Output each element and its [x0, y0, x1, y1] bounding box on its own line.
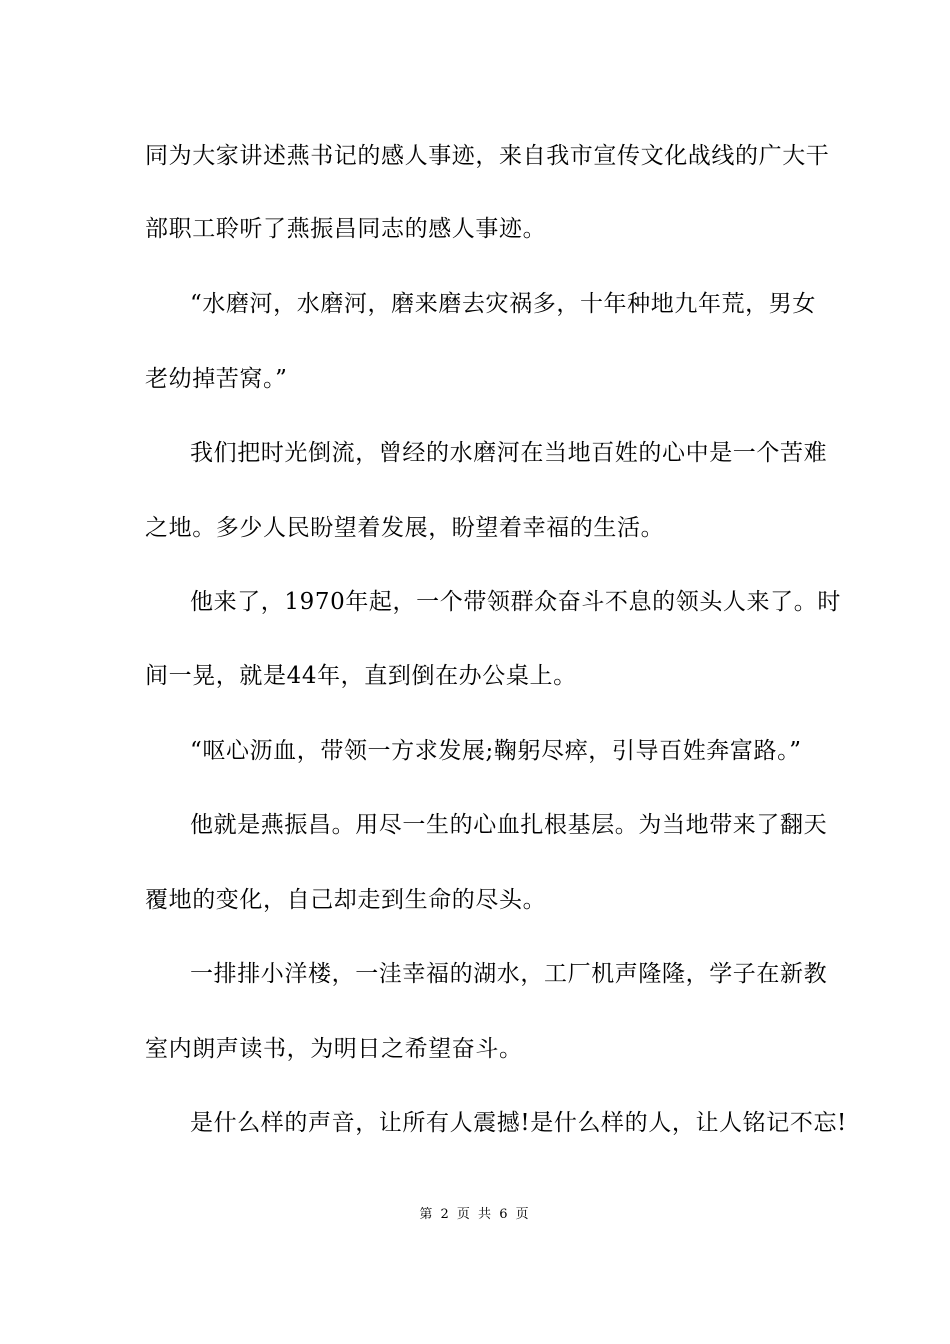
paragraph-line: 覆地的变化，自己却走到生命的尽头。 — [145, 887, 547, 913]
paragraph-line: 部职工聆听了燕振昌同志的感人事迹。 — [145, 216, 547, 242]
paragraph-line: 我们把时光倒流，曾经的水磨河在当地百姓的心中是一个苦难 — [190, 440, 828, 466]
paragraph-line: 室内朗声读书，为明日之希望奋斗。 — [145, 1036, 523, 1062]
paragraph-line: 他来了，1970年起，一个带领群众奋斗不息的领头人来了。时 — [190, 589, 841, 615]
paragraph-line: 是什么样的声音，让所有人震撼!是什么样的人，让人铭记不忘! — [190, 1110, 847, 1136]
page-number-label: 第 2 页 共 6 页 — [419, 1207, 531, 1222]
paragraph-line: “呕心沥血，带领一方求发展;鞠躬尽瘁，引导百姓奔富路。” — [190, 738, 802, 764]
page-number-footer — [0, 1207, 950, 1223]
paragraph-line: 一排排小洋楼，一洼幸福的湖水，工厂机声隆隆，学子在新教 — [190, 961, 828, 987]
paragraph-line: 老幼掉苦窝。” — [145, 366, 288, 392]
paragraph-line: 之地。多少人民盼望着发展，盼望着幸福的生活。 — [145, 515, 665, 541]
paragraph-line: 同为大家讲述燕书记的感人事迹，来自我市宣传文化战线的广大干 — [145, 143, 830, 169]
paragraph-line: “水磨河，水磨河，磨来磨去灾祸多，十年种地九年荒，男女 — [190, 291, 816, 317]
paragraph-line: 他就是燕振昌。用尽一生的心血扎根基层。为当地带来了翻天 — [190, 812, 828, 838]
paragraph-line: 间一晃，就是44年，直到倒在办公桌上。 — [145, 663, 577, 689]
